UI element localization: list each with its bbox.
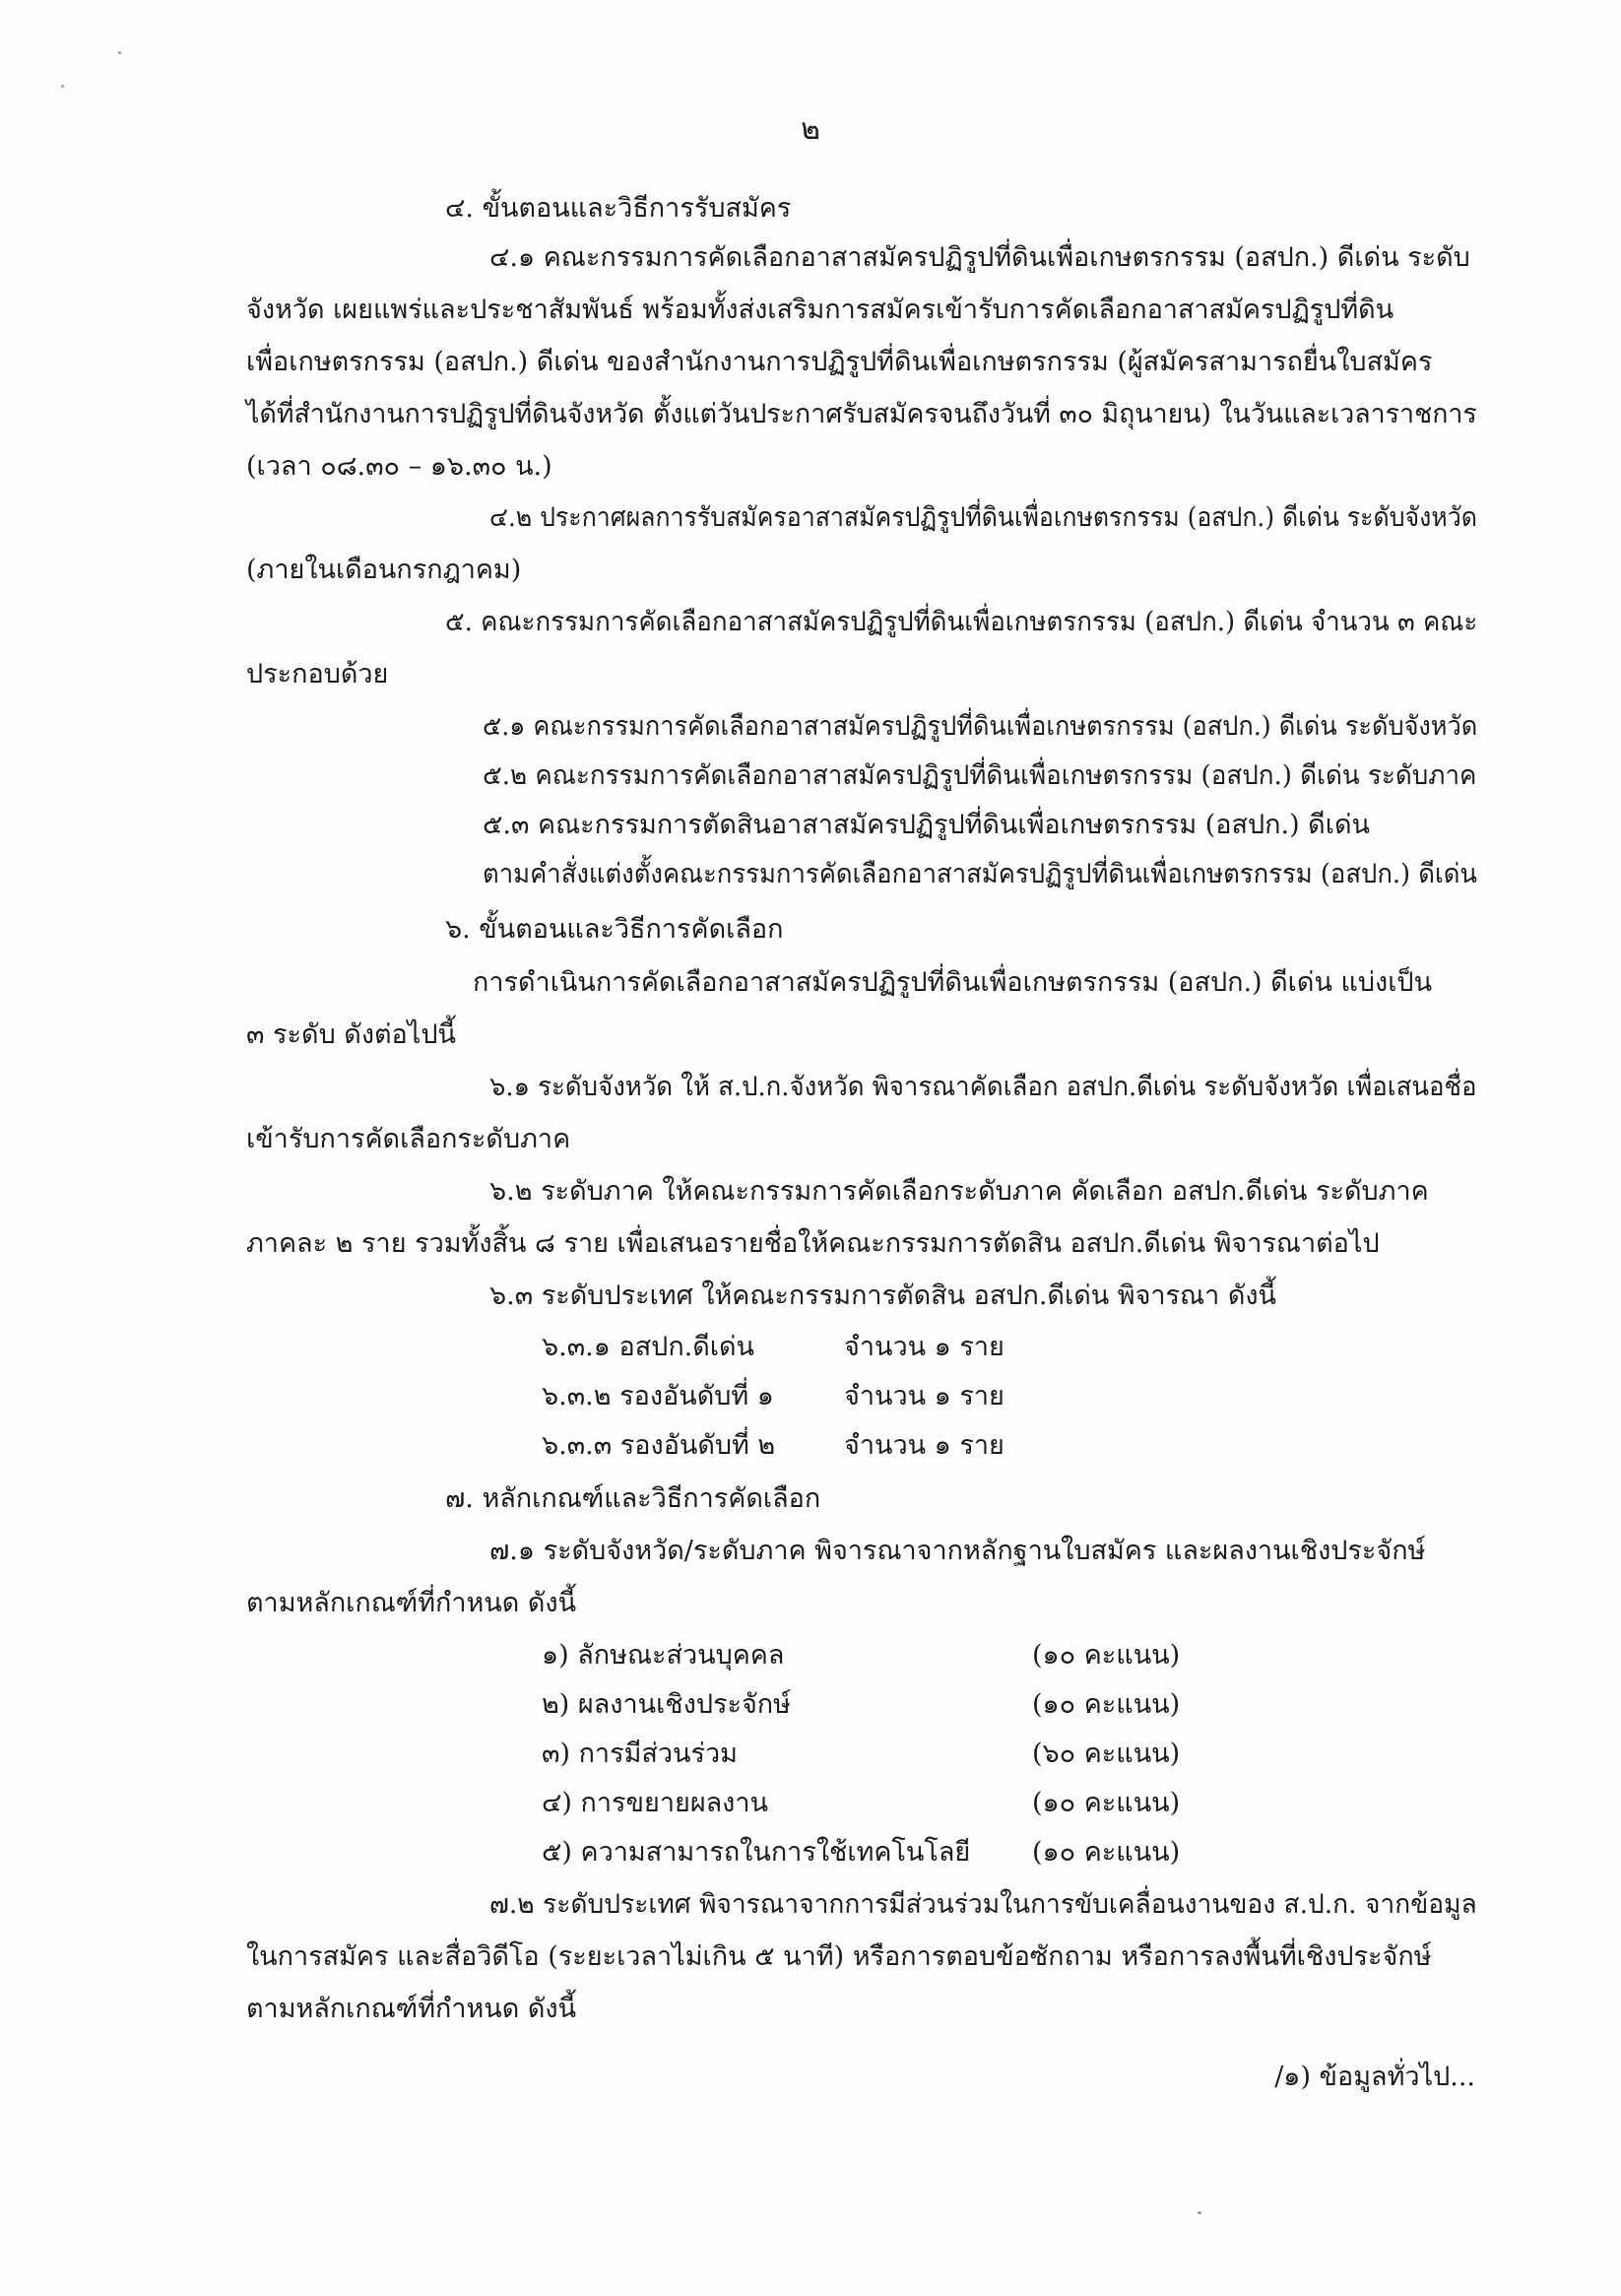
- section-5-heading: ๕. คณะกรรมการคัดเลือกอาสาสมัครปฏิรูปที่ดินเพื่อเกษตรกรรม (อสปก.) ดีเด่น จำนวน ๓ คณะ: [445, 607, 1478, 637]
- item-4-2-text: (ภายในเดือนกรกฎาคม): [246, 555, 522, 585]
- item-6-2-text: ๖.๒ ระดับภาค ให้คณะกรรมการคัดเลือกระดับภาค คัดเลือก อสปก.ดีเด่น ระดับภาค: [489, 1176, 1429, 1207]
- criterion-score: (๖๐ คะแนน): [1032, 1738, 1181, 1769]
- criterion-score: (๑๐ คะแนน): [1032, 1640, 1181, 1671]
- section-4-heading: ๔. ขั้นตอนและวิธีการรับสมัคร: [445, 193, 792, 224]
- award-count: จำนวน ๑ ราย: [844, 1430, 1005, 1461]
- continuation-note: /๑) ข้อมูลทั่วไป...: [1274, 2062, 1475, 2092]
- criterion-score: (๑๐ คะแนน): [1032, 1837, 1181, 1868]
- item-4-1-text: เพื่อเกษตรกรรม (อสปก.) ดีเด่น ของสำนักงานการปฏิรูปที่ดินเพื่อเกษตรกรรม (ผู้สมัครสามารถยื่นใบสมัคร: [246, 347, 1433, 377]
- item-4-1-text: จังหวัด เผยแพร่และประชาสัมพันธ์ พร้อมทั้งส่งเสริมการสมัครเข้ารับการคัดเลือกอาสาสมัครปฏิรูปที่ดิน: [246, 295, 1394, 325]
- item-6-2-text: ภาคละ ๒ ราย รวมทั้งสิ้น ๘ ราย เพื่อเสนอรายชื่อให้คณะกรรมการตัดสิน อสปก.ดีเด่น พิจารณาต่อไป: [246, 1228, 1380, 1259]
- item-7-2-text: ในการสมัคร และสื่อวิดีโอ (ระยะเวลาไม่เกิน ๕ นาที) หรือการตอบข้อซักถาม หรือการลงพื้นที่เชิงประจักษ์: [246, 1941, 1432, 1972]
- item-6-3-text: ๖.๓ ระดับประเทศ ให้คณะกรรมการตัดสิน อสปก.ดีเด่น พิจารณา ดังนี้: [489, 1280, 1277, 1311]
- item-4-1-text: ได้ที่สำนักงานการปฏิรูปที่ดินจังหวัด ตั้งแต่วันประกาศรับสมัครจนถึงวันที่ ๓๐ มิถุนายน) ในวันและเวลาราชการ: [246, 399, 1477, 429]
- criterion-name: ๔) การขยายผลงาน: [542, 1788, 768, 1818]
- section-6-heading: ๖. ขั้นตอนและวิธีการคัดเลือก: [445, 914, 784, 945]
- award-rank: ๖.๓.๑ อสปก.ดีเด่น: [542, 1332, 754, 1362]
- scan-speck: [61, 85, 64, 88]
- award-rank: ๖.๓.๓ รองอันดับที่ ๒: [542, 1430, 776, 1461]
- page-number: ๒: [801, 112, 820, 147]
- award-count: จำนวน ๑ ราย: [844, 1381, 1005, 1411]
- award-rank: ๖.๓.๒ รองอันดับที่ ๑: [542, 1381, 774, 1411]
- section-7-heading: ๗. หลักเกณฑ์และวิธีการคัดเลือก: [445, 1483, 821, 1514]
- item-5-2-text: ๕.๒ คณะกรรมการคัดเลือกอาสาสมัครปฏิรูปที่ดินเพื่อเกษตรกรรม (อสปก.) ดีเด่น ระดับภาค: [483, 760, 1477, 791]
- item-6-1-text: ๖.๑ ระดับจังหวัด ให้ ส.ป.ก.จังหวัด พิจารณาคัดเลือก อสปก.ดีเด่น ระดับจังหวัด เพื่อเสนอชื่อ: [489, 1072, 1477, 1102]
- criterion-name: ๑) ลักษณะส่วนบุคคล: [542, 1640, 785, 1671]
- criterion-name: ๓) การมีส่วนร่วม: [542, 1738, 738, 1769]
- item-4-1-text: (เวลา ๐๘.๓๐ – ๑๖.๓๐ น.): [246, 451, 552, 482]
- item-5-3-text: ๕.๓ คณะกรรมการตัดสินอาสาสมัครปฏิรูปที่ดินเพื่อเกษตรกรรม (อสปก.) ดีเด่น: [483, 810, 1370, 840]
- criterion-score: (๑๐ คะแนน): [1032, 1689, 1181, 1720]
- section-6-text: ๓ ระดับ ดังต่อไปนี้: [246, 1019, 456, 1050]
- section-5-text: ประกอบด้วย: [246, 659, 389, 689]
- item-7-2-text: ๗.๒ ระดับประเทศ พิจารณาจากการมีส่วนร่วมในการขับเคลื่อนงานของ ส.ป.ก. จากข้อมูล: [489, 1889, 1477, 1920]
- scan-speck: [1198, 2211, 1201, 2214]
- scan-speck: [118, 51, 121, 54]
- award-count: จำนวน ๑ ราย: [844, 1332, 1005, 1362]
- criterion-score: (๑๐ คะแนน): [1032, 1788, 1181, 1818]
- item-4-2-text: ๔.๒ ประกาศผลการรับสมัครอาสาสมัครปฏิรูปที่ดินเพื่อเกษตรกรรม (อสปก.) ดีเด่น ระดับจังหวัด: [489, 502, 1477, 533]
- item-7-2-text: ตามหลักเกณฑ์ที่กำหนด ดังนี้: [246, 1994, 577, 2024]
- criterion-name: ๒) ผลงานเชิงประจักษ์: [542, 1689, 791, 1720]
- item-7-1-text: ๗.๑ ระดับจังหวัด/ระดับภาค พิจารณาจากหลักฐานใบสมัคร และผลงานเชิงประจักษ์: [489, 1536, 1426, 1566]
- item-5-1-text: ๕.๑ คณะกรรมการคัดเลือกอาสาสมัครปฏิรูปที่ดินเพื่อเกษตรกรรม (อสปก.) ดีเด่น ระดับจังหวัด: [483, 711, 1478, 742]
- item-7-1-text: ตามหลักเกณฑ์ที่กำหนด ดังนี้: [246, 1588, 577, 1618]
- item-6-1-text: เข้ารับการคัดเลือกระดับภาค: [246, 1124, 571, 1154]
- item-4-1-text: ๔.๑ คณะกรรมการคัดเลือกอาสาสมัครปฏิรูปที่ดินเพื่อเกษตรกรรม (อสปก.) ดีเด่น ระดับ: [489, 242, 1470, 273]
- section-6-text: การดำเนินการคัดเลือกอาสาสมัครปฏิรูปที่ดินเพื่อเกษตรกรรม (อสปก.) ดีเด่น แบ่งเป็น: [473, 967, 1433, 998]
- criterion-name: ๕) ความสามารถในการใช้เทคโนโลยี: [542, 1837, 971, 1868]
- section-5-text: ตามคำสั่งแต่งตั้งคณะกรรมการคัดเลือกอาสาสมัครปฏิรูปที่ดินเพื่อเกษตรกรรม (อสปก.) ดีเด่น: [483, 859, 1477, 889]
